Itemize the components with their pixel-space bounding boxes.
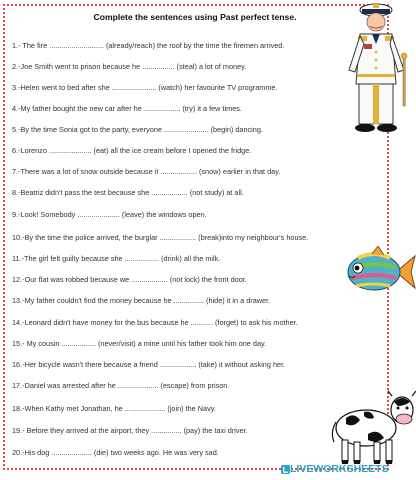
sentence-7: 7.-There was a lot of snow outside because it .................. (snow) earlier in that day. [12, 167, 281, 176]
liveworksheets-logo-icon [281, 465, 290, 474]
sentence-9: 9.-Look! Somebody ..................... (leave) the windows open. [12, 210, 207, 219]
fish-figure [344, 246, 416, 298]
sentence-10: 10.-By the time the police arrived, the burglar .................. (break)into my neighbour's house. [12, 233, 309, 242]
sentence-11: 11.-The girl felt guilty because she ................. (drink) all the milk. [12, 254, 221, 263]
worksheet-title: Complete the sentences using Past perfect tense. [93, 12, 297, 22]
sentence-8: 8.-Beatriz didn't pass the test because she .................. (not study) at all. [12, 188, 244, 197]
sentence-14: 14.-Leonard didn't have money for the bus because he ........... (forget) to ask his mother. [12, 318, 298, 327]
sentence-6: 6.-Lorenzo ..................... (eat) all the ice cream before I opened the fridge. [12, 146, 252, 155]
sentence-18: 18.-When Kathy met Jonathan, he .................... (join) the Navy. [12, 404, 216, 413]
sentence-17: 17.-Daniel was arrested after he .................... (escape) from prison. [12, 381, 230, 390]
liveworksheets-brand[interactable]: LIVEWORKSHEETS [290, 463, 389, 475]
sentence-4: 4.-My father bought the new car after he .................. (try) it a few times. [12, 104, 242, 113]
sentence-3: 3.-Helen went to bed after she ...................... (watch) her favourite TV programme. [12, 83, 278, 92]
sentence-2: 2.-Joe Smith went to prison because he ................ (steal) a lot of money. [12, 62, 247, 71]
sentence-16: 16.-Her bicycle wasn't there because a friend .................. (take) it without asking her. [12, 360, 286, 369]
sailor-figure [340, 0, 414, 140]
cow-figure [328, 388, 416, 468]
sentence-19: 19.- Before they arrived at the airport, they ............... (pay) the taxi driver. [12, 426, 248, 435]
sentence-20: 20.-His dog .................... (die) two weeks ago. He was very sad. [12, 448, 219, 457]
sentence-15: 15.- My cousin ................. (never/visit) a mine until his father took him one day. [12, 339, 267, 348]
sentence-1: 1.- The fire ........................... (already/reach) the roof by the time the firemen arrived. [12, 41, 285, 50]
sentence-12: 12.-Our flat was robbed because we .................. (not lock) the front door. [12, 275, 247, 284]
sentence-5: 5.-By the time Sonia got to the party, everyone ...................... (begin) dancing. [12, 125, 263, 134]
sentence-13: 13.-My father couldn't find the money because he ............... (hide) it in a drawer. [12, 296, 271, 305]
